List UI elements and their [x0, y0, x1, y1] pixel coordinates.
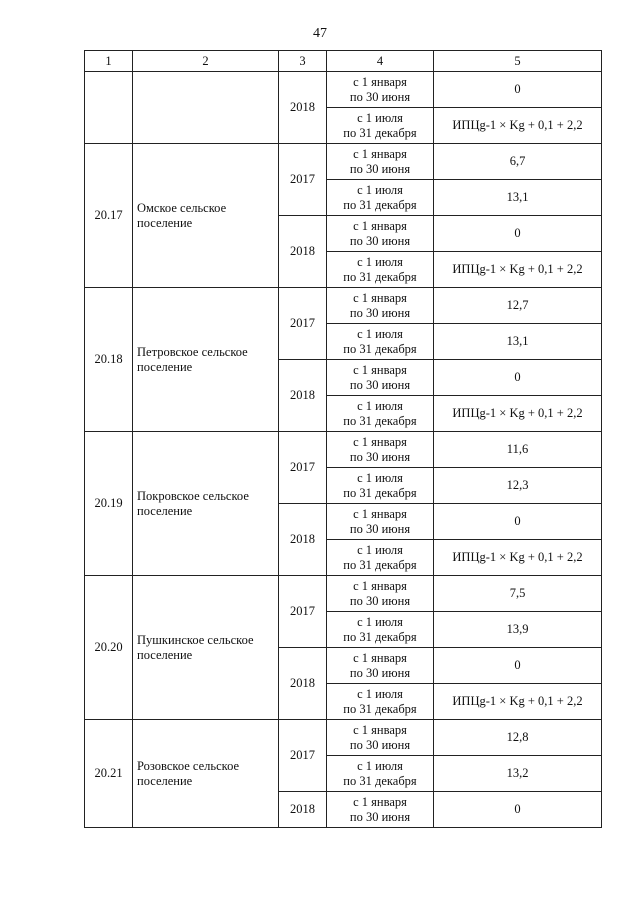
header-row	[85, 51, 602, 72]
table-row	[85, 720, 602, 756]
year-cell: 2017	[279, 288, 327, 360]
table-row	[85, 432, 602, 468]
period-line: с 1 июля	[357, 110, 403, 125]
period-cell	[327, 792, 434, 828]
period-line: по 31 декабря	[343, 269, 417, 284]
year-cell: 2018	[279, 360, 327, 432]
period-line: с 1 июля	[357, 542, 403, 557]
header-cell-5: 5	[434, 51, 602, 72]
table-body	[85, 51, 602, 828]
settlement-name-line: поселение	[137, 215, 193, 230]
period-cell	[327, 72, 434, 108]
period-line: с 1 января	[353, 506, 407, 521]
year-cell: 2017	[279, 432, 327, 504]
period-cell	[327, 612, 434, 648]
period-line: с 1 июля	[357, 470, 403, 485]
rate-value-cell: 13,1	[434, 180, 602, 216]
rate-value-cell: ИПЦg-1 × Kg + 0,1 + 2,2	[434, 540, 602, 576]
period-line: по 31 декабря	[343, 485, 417, 500]
period-line: по 31 декабря	[343, 125, 417, 140]
period-cell	[327, 540, 434, 576]
rate-value-cell: 7,5	[434, 576, 602, 612]
settlement-name-line: Пушкинское сельское	[137, 632, 254, 647]
period-line: по 31 декабря	[343, 341, 417, 356]
period-cell	[327, 684, 434, 720]
settlement-name-cell	[133, 72, 279, 144]
row-number-cell	[85, 72, 133, 144]
period-cell	[327, 468, 434, 504]
period-cell	[327, 144, 434, 180]
period-line: по 30 июня	[349, 305, 411, 320]
period-line: с 1 января	[353, 218, 407, 233]
period-line: с 1 января	[353, 74, 407, 89]
period-line: по 30 июня	[349, 737, 411, 752]
rate-value-cell: 11,6	[434, 432, 602, 468]
period-line: по 30 июня	[349, 593, 411, 608]
period-cell	[327, 108, 434, 144]
period-cell	[327, 324, 434, 360]
period-cell	[327, 216, 434, 252]
period-line: по 30 июня	[349, 233, 411, 248]
year-cell: 2017	[279, 576, 327, 648]
settlement-name-line: поселение	[137, 773, 193, 788]
period-line: с 1 июля	[357, 758, 403, 773]
period-line: по 30 июня	[349, 377, 411, 392]
period-line: с 1 января	[353, 434, 407, 449]
row-number-cell: 20.17	[85, 144, 133, 288]
rate-value-cell: 0	[434, 504, 602, 540]
period-line: с 1 июля	[357, 326, 403, 341]
year-cell: 2018	[279, 648, 327, 720]
period-line: с 1 июля	[357, 686, 403, 701]
rate-value-cell: 6,7	[434, 144, 602, 180]
row-number-cell: 20.20	[85, 576, 133, 720]
settlement-name-line: Розовское сельское	[137, 758, 240, 773]
rate-value-cell: 0	[434, 72, 602, 108]
settlement-name-line: Омское сельское	[137, 200, 227, 215]
year-cell: 2017	[279, 720, 327, 792]
period-line: по 31 декабря	[343, 629, 417, 644]
period-line: по 31 декабря	[343, 197, 417, 212]
period-cell	[327, 432, 434, 468]
rate-value-cell: 0	[434, 648, 602, 684]
period-line: с 1 января	[353, 794, 407, 809]
period-line: по 31 декабря	[343, 773, 417, 788]
period-line: по 30 июня	[349, 521, 411, 536]
rate-value-cell: 0	[434, 216, 602, 252]
period-line: по 31 декабря	[343, 701, 417, 716]
period-line: по 31 декабря	[343, 557, 417, 572]
period-cell	[327, 180, 434, 216]
period-line: по 31 декабря	[343, 413, 417, 428]
table-row	[85, 576, 602, 612]
settlement-name-cell	[133, 720, 279, 828]
period-line: по 30 июня	[349, 449, 411, 464]
year-cell: 2018	[279, 792, 327, 828]
period-line: с 1 января	[353, 146, 407, 161]
rate-value-cell: ИПЦg-1 × Kg + 0,1 + 2,2	[434, 684, 602, 720]
period-cell	[327, 288, 434, 324]
period-cell	[327, 648, 434, 684]
tariff-table	[84, 50, 602, 828]
rate-value-cell: 0	[434, 792, 602, 828]
rate-value-cell: 13,1	[434, 324, 602, 360]
header-cell-1: 1	[85, 51, 133, 72]
table-row	[85, 144, 602, 180]
settlement-name-cell	[133, 576, 279, 720]
rate-value-cell: 0	[434, 360, 602, 396]
rate-value-cell: ИПЦg-1 × Kg + 0,1 + 2,2	[434, 252, 602, 288]
period-cell	[327, 360, 434, 396]
rate-value-cell: 12,7	[434, 288, 602, 324]
header-cell-4: 4	[327, 51, 434, 72]
rate-value-cell: 12,3	[434, 468, 602, 504]
row-number-cell: 20.18	[85, 288, 133, 432]
period-line: с 1 июля	[357, 614, 403, 629]
settlement-name-cell	[133, 288, 279, 432]
period-line: с 1 января	[353, 578, 407, 593]
header-cell-2: 2	[133, 51, 279, 72]
period-cell	[327, 504, 434, 540]
settlement-name-line: поселение	[137, 647, 193, 662]
year-cell: 2018	[279, 72, 327, 144]
table-row	[85, 72, 602, 108]
period-cell	[327, 396, 434, 432]
rate-value-cell: 13,2	[434, 756, 602, 792]
header-cell-3: 3	[279, 51, 327, 72]
period-line: по 30 июня	[349, 161, 411, 176]
period-cell	[327, 720, 434, 756]
period-line: по 30 июня	[349, 665, 411, 680]
settlement-name-cell	[133, 144, 279, 288]
rate-value-cell: ИПЦg-1 × Kg + 0,1 + 2,2	[434, 108, 602, 144]
period-line: по 30 июня	[349, 809, 411, 824]
year-cell: 2018	[279, 216, 327, 288]
row-number-cell: 20.21	[85, 720, 133, 828]
period-cell	[327, 756, 434, 792]
period-line: с 1 января	[353, 362, 407, 377]
settlement-name-line: поселение	[137, 359, 193, 374]
period-line: с 1 января	[353, 650, 407, 665]
rate-value-cell: ИПЦg-1 × Kg + 0,1 + 2,2	[434, 396, 602, 432]
settlement-name-line: поселение	[137, 503, 193, 518]
settlement-name-line: Петровское сельское	[137, 344, 248, 359]
period-line: по 30 июня	[349, 89, 411, 104]
period-line: с 1 июля	[357, 398, 403, 413]
row-number-cell: 20.19	[85, 432, 133, 576]
period-line: с 1 января	[353, 290, 407, 305]
year-cell: 2017	[279, 144, 327, 216]
period-cell	[327, 252, 434, 288]
settlement-name-cell	[133, 432, 279, 576]
rate-value-cell: 12,8	[434, 720, 602, 756]
table-row	[85, 288, 602, 324]
year-cell: 2018	[279, 504, 327, 576]
page-number: 47	[313, 26, 327, 41]
period-line: с 1 июля	[357, 254, 403, 269]
period-line: с 1 января	[353, 722, 407, 737]
period-line: с 1 июля	[357, 182, 403, 197]
settlement-name-line: Покровское сельское	[137, 488, 249, 503]
period-cell	[327, 576, 434, 612]
rate-value-cell: 13,9	[434, 612, 602, 648]
